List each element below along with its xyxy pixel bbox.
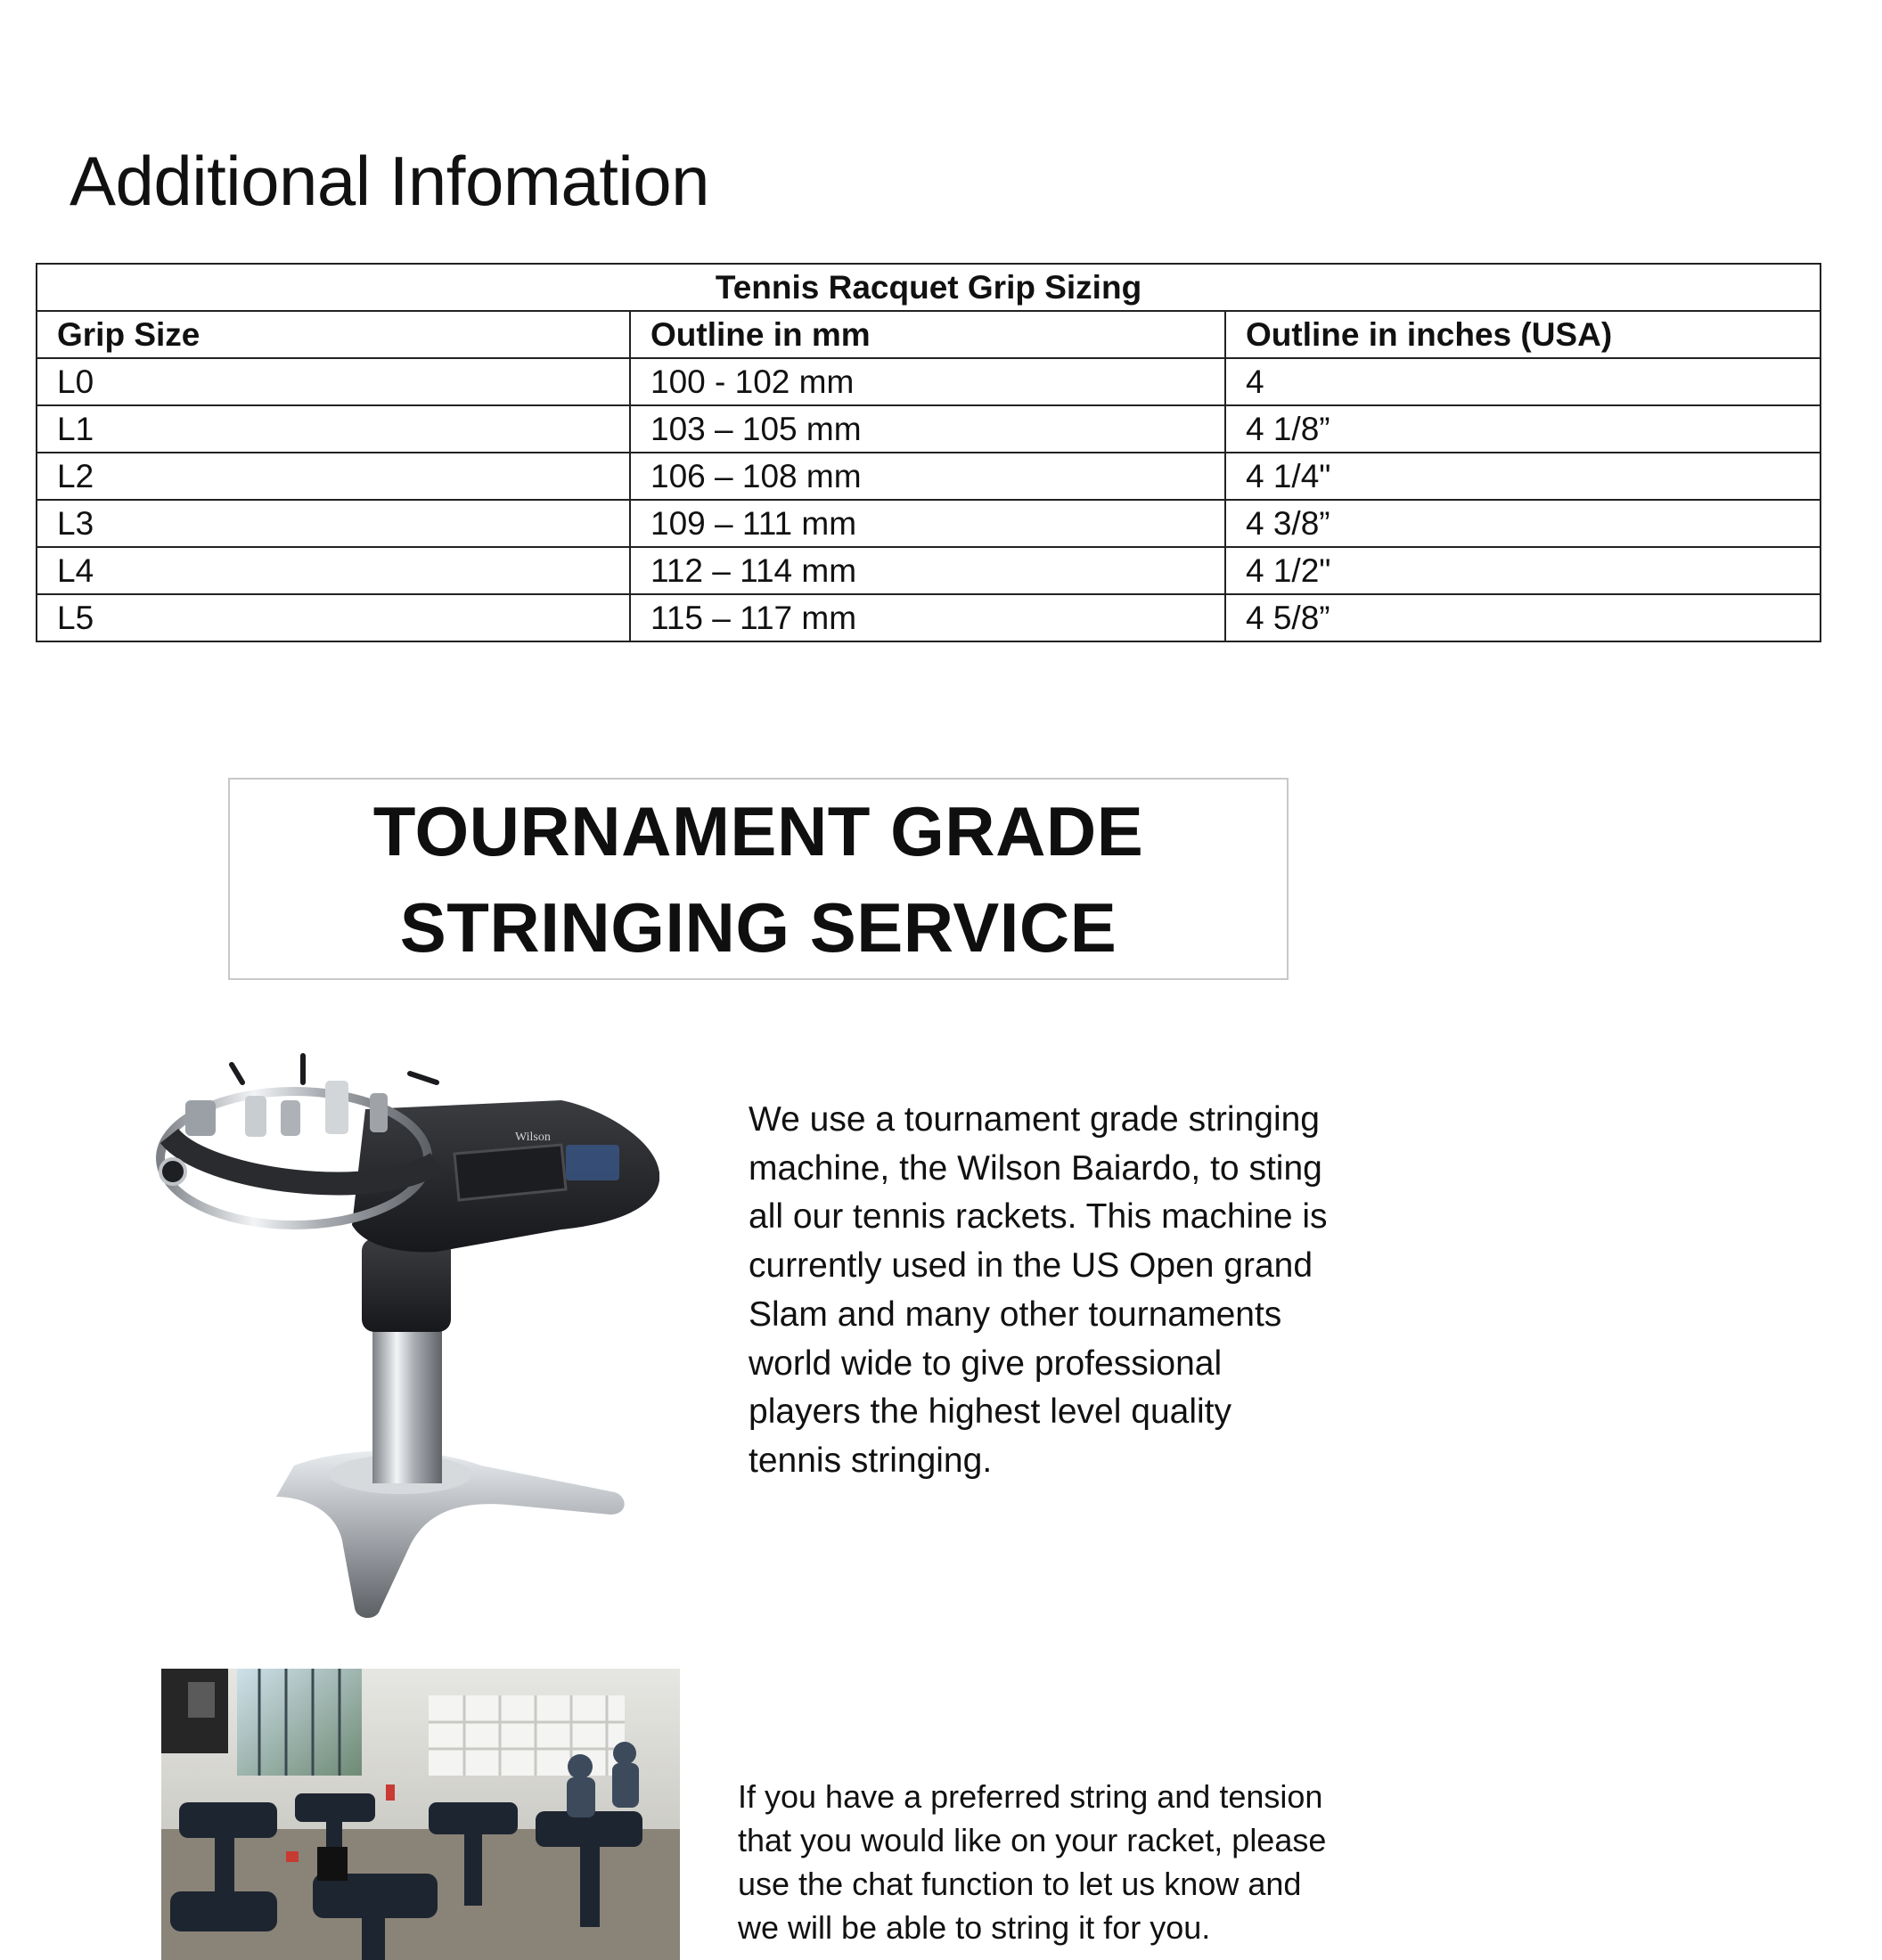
paragraph-line: players the highest level quality [749, 1392, 1231, 1432]
banner-line-2: STRINGING SERVICE [399, 887, 1117, 967]
stringing-room-photo [161, 1669, 680, 1960]
paragraph-line: If you have a preferred string and tension [738, 1778, 1323, 1815]
stringing-machine-image [143, 1047, 659, 1621]
paragraph-line: We use a tournament grade stringing [749, 1100, 1320, 1139]
paragraph-line: Slam and many other tournaments [749, 1294, 1282, 1334]
paragraph-line: all our tennis rackets. This machine is [749, 1197, 1328, 1237]
stringing-machine-description [749, 1096, 1390, 1486]
cell-outline-inches: 4 [1225, 358, 1821, 405]
stringing-service-banner [228, 778, 1289, 980]
cell-grip-size: L5 [37, 594, 630, 641]
cell-outline-inches: 4 5/8” [1225, 594, 1821, 641]
cell-outline-mm: 103 – 105 mm [630, 405, 1225, 453]
cell-outline-inches: 4 1/8” [1225, 405, 1821, 453]
paragraph-line: tennis stringing. [749, 1441, 993, 1480]
cell-outline-mm: 112 – 114 mm [630, 547, 1225, 594]
table-caption: Tennis Racquet Grip Sizing [37, 264, 1821, 311]
column-header-grip-size: Grip Size [37, 311, 630, 358]
banner-line-1: TOURNAMENT GRADE [372, 791, 1144, 870]
table-row [37, 358, 1821, 405]
paragraph-line: use the chat function to let us know and [738, 1866, 1302, 1902]
grip-size-table [36, 263, 1821, 642]
cell-grip-size: L1 [37, 405, 630, 453]
column-header-outline-inches: Outline in inches (USA) [1225, 311, 1821, 358]
machine-brand-logo: Wilson [515, 1131, 551, 1144]
cell-outline-mm: 115 – 117 mm [630, 594, 1225, 641]
cell-grip-size: L4 [37, 547, 630, 594]
table-row [37, 500, 1821, 547]
paragraph-line: that you would like on your racket, please [738, 1822, 1327, 1858]
cell-outline-inches: 4 1/2" [1225, 547, 1821, 594]
paragraph-line: machine, the Wilson Baiardo, to sting [749, 1148, 1322, 1188]
cell-grip-size: L0 [37, 358, 630, 405]
table-row [37, 405, 1821, 453]
cell-grip-size: L3 [37, 500, 630, 547]
column-header-outline-mm: Outline in mm [630, 311, 1225, 358]
cell-outline-inches: 4 1/4" [1225, 453, 1821, 500]
cell-outline-mm: 100 - 102 mm [630, 358, 1225, 405]
page-title: Additional Infomation [70, 142, 709, 220]
preferred-string-note [738, 1775, 1379, 1949]
paragraph-line: world wide to give professional [749, 1343, 1223, 1383]
cell-grip-size: L2 [37, 453, 630, 500]
table-row [37, 453, 1821, 500]
table-caption-row [37, 264, 1821, 311]
cell-outline-mm: 106 – 108 mm [630, 453, 1225, 500]
table-row [37, 547, 1821, 594]
paragraph-line: currently used in the US Open grand [749, 1246, 1313, 1286]
paragraph-line: we will be able to string it for you. [738, 1909, 1211, 1946]
cell-outline-inches: 4 3/8” [1225, 500, 1821, 547]
cell-outline-mm: 109 – 111 mm [630, 500, 1225, 547]
table-header-row [37, 311, 1821, 358]
table-row [37, 594, 1821, 641]
